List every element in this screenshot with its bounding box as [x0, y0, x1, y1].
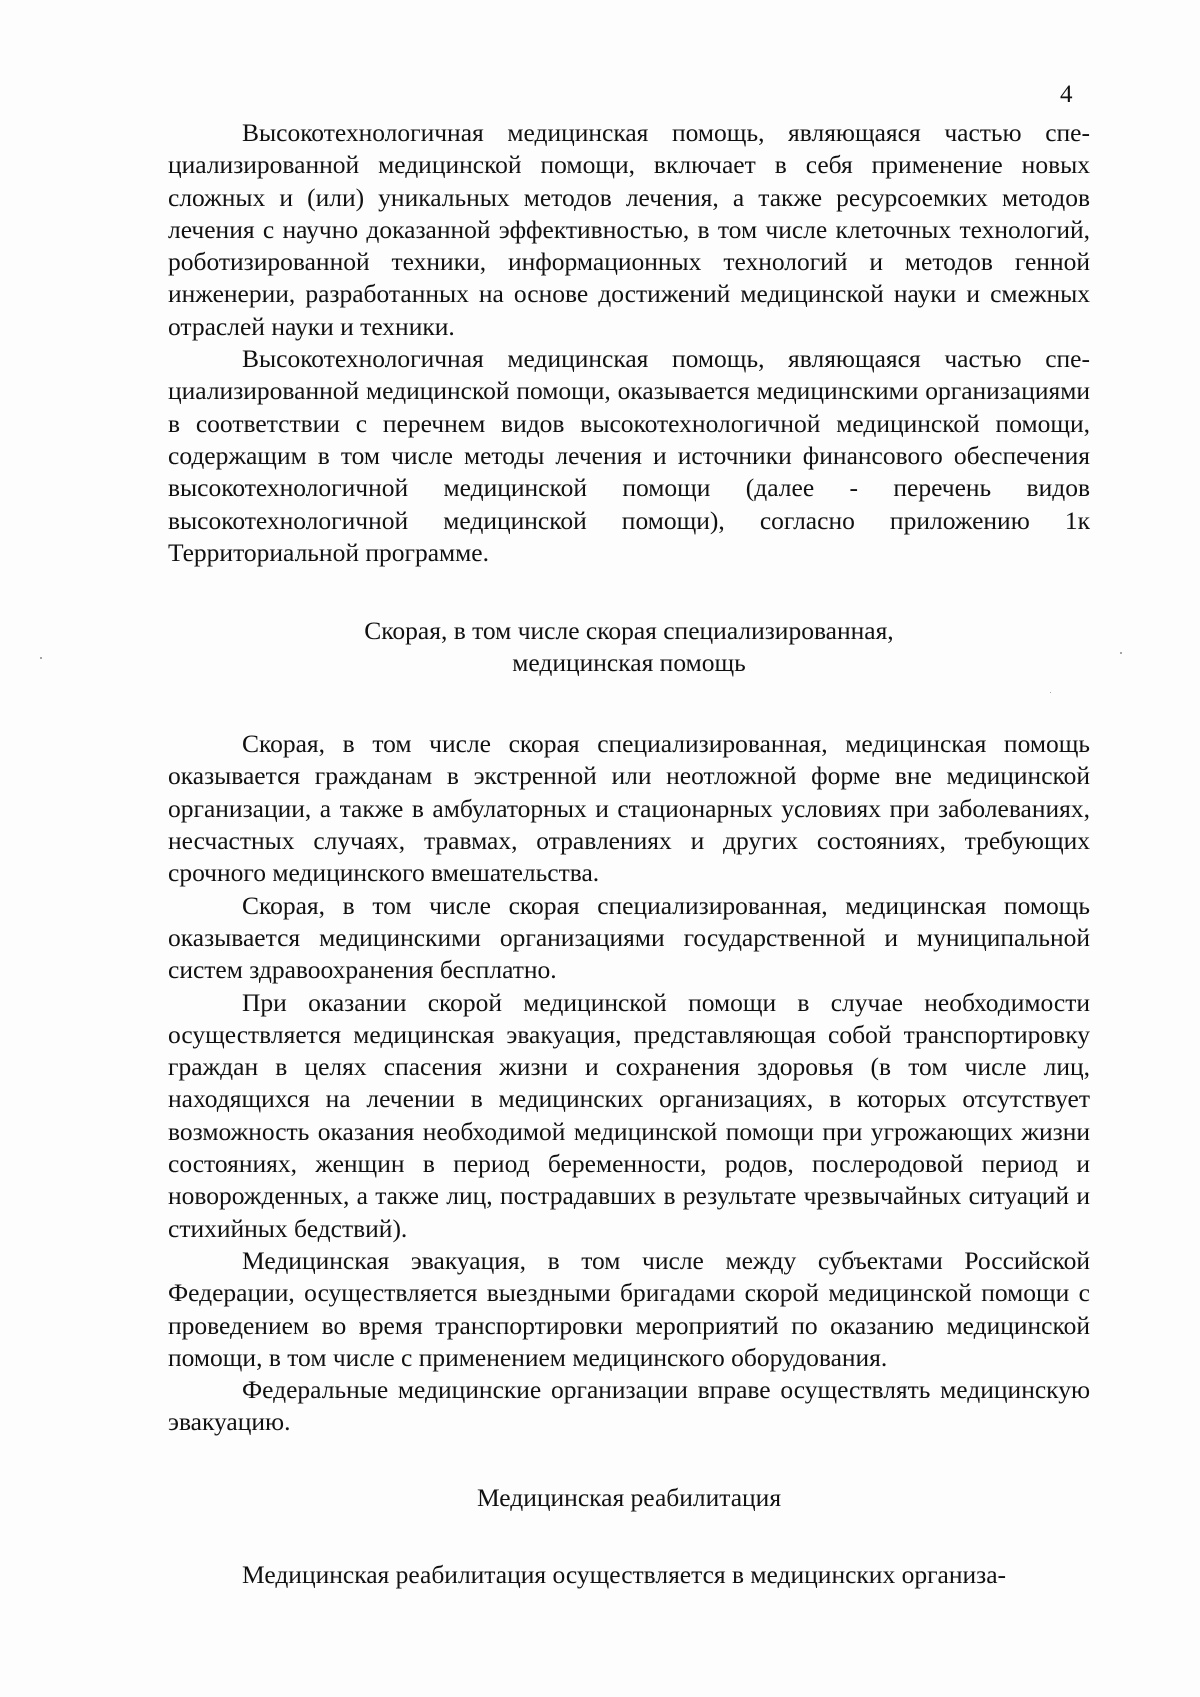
section-heading [168, 615, 1090, 679]
page-content [168, 117, 1090, 1591]
section-heading-line: медицинская помощь [512, 648, 746, 678]
scan-speck [1120, 652, 1122, 654]
section-heading: Медицинская реабилитация [476, 1482, 782, 1512]
paragraph: Федеральные медицинские организации вправе осуществлять медицинскую эвакуацию. [168, 1375, 1090, 1437]
paragraph: При оказании скорой медицинской помощи в случае необходимости осуществляется медицинская эвакуация, представляющая собой транспортировку граждан в целях спасения жизни и сохранения здоровья (в том числе лиц, находящихся на лечении в медицинских организациях, в которых отсутствует возможность оказания необходимой медицинской помощи при угрожающих жизни состояниях, женщин в период беременности, родов, послеродовой период и новорожденных, а также лиц, пострадавших в результате чрезвычайных ситуаций и стихийных бедствий). [168, 987, 1090, 1243]
paragraph: Высокотехнологичная медицинская помощь, являющаяся частью специализированной медицинской помощи, оказывается медицинскими организациями в соответствии с перечнем видов высокотехнологичной медицинской помощи, содержащим в том числе методы лечения и источники финансового обеспечения высокотехнологичной медицинской помощи (далее - перечень видов высокотехнологичной медицинской помощи), согласно приложению 1к Территориальной программе. [168, 344, 1090, 567]
section-rehabilitation [168, 1482, 1090, 1591]
page-number: 4 [1060, 81, 1073, 108]
paragraph: Высокотехнологичная медицинская помощь, являющаяся частью специализированной медицинской помощи, включает в себя применение новых сложных и (или) уникальных методов лечения, а также ресурсоемких методов лечения с научно доказанной эффективностью, в том числе клеточных технологий, роботизированной техники, информационных технологий и методов генной инженерии, разработанных на основе достижений медицинской науки и смежных отраслей науки и техники. [168, 118, 1090, 341]
paragraph: Медицинская реабилитация осуществляется в медицинских организа- [242, 1559, 1007, 1589]
section-high-tech-care [168, 117, 1090, 569]
paragraph: Скорая, в том числе скорая специализированная, медицинская помощь оказывается медицинскими организациями государственной и муниципальной систем здравоохранения бесплатно. [168, 890, 1090, 985]
paragraph: Скорая, в том числе скорая специализированная, медицинская помощь оказывается гражданам в экстренной или неотложной форме вне медицинской организации, а также в амбулаторных и стационарных условиях при заболеваниях, несчастных случаях, травмах, отравлениях и других состояниях, требующих срочного медицинского вмешательства. [168, 729, 1090, 888]
paragraph: Медицинская эвакуация, в том числе между субъектами Российской Федерации, осуществляется выездными бригадами скорой медицинской помощи с проведением во время транспортировки мероприятий по оказанию медицинской помощи, в том числе с применением медицинского оборудования. [168, 1245, 1090, 1372]
section-emergency-care [168, 615, 1090, 1439]
scan-speck [40, 657, 42, 659]
scan-speck [1050, 692, 1051, 693]
section-heading-line: Скорая, в том числе скорая специализированная, [364, 616, 894, 646]
